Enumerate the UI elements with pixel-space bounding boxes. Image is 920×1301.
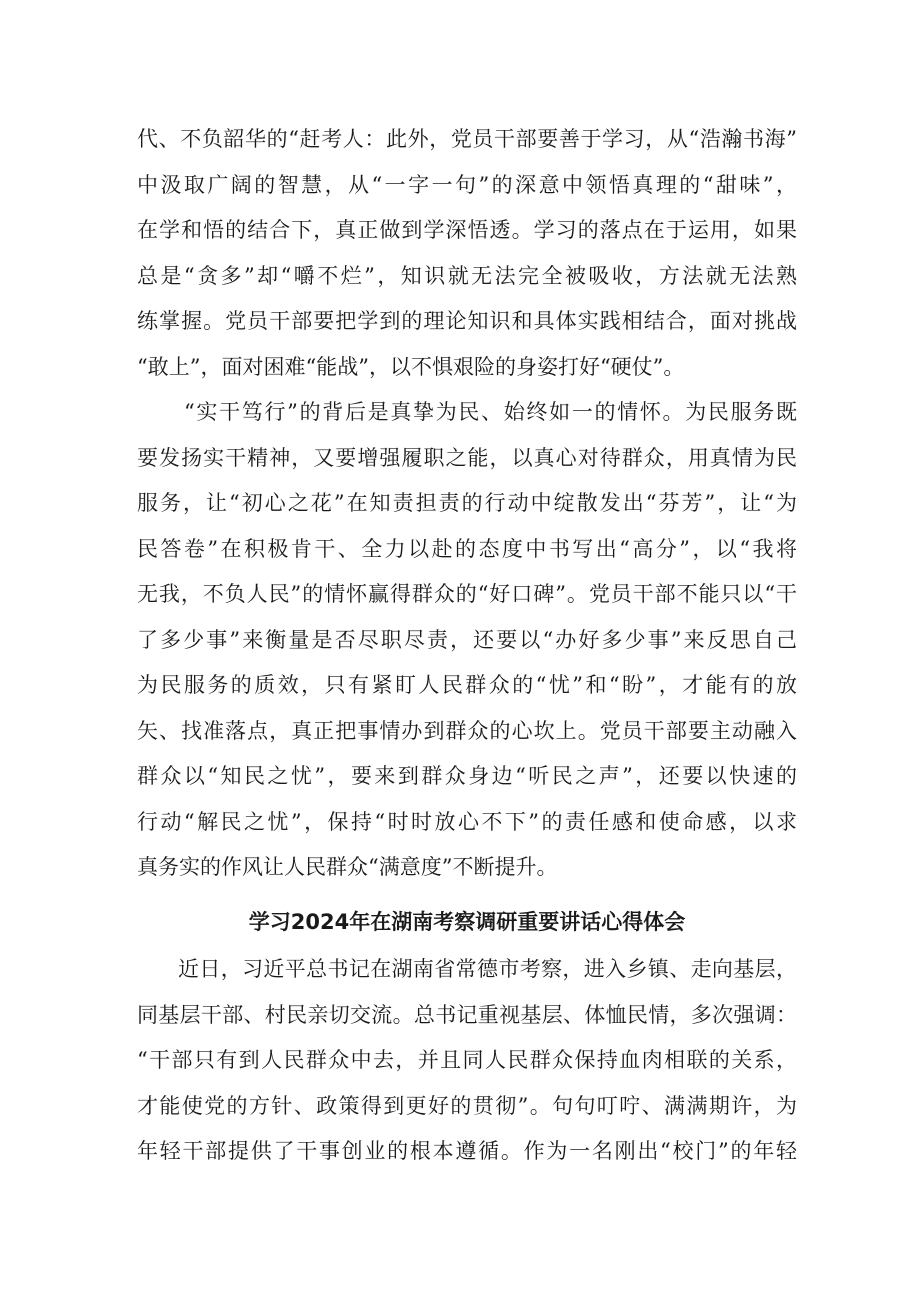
paragraph-line: 真务实的作风让人民群众“满意度”不断提升。 (137, 855, 558, 879)
paragraph-line: “敢上”，面对困难“能战”，以不惧艰险的身姿打好“硬仗”。 (137, 355, 685, 379)
paragraph-line: 同基层干部、村民亲切交流。总书记重视基层、体恤民情，多次强调： (137, 1003, 797, 1027)
paragraph-line: 中汲取广阔的智慧，从“一字一句”的深意中领悟真理的“甜味”， (137, 173, 797, 197)
paragraph-line: 为民服务的质效，只有紧盯人民群众的“忧”和“盼”，才能有的放 (137, 673, 797, 697)
paragraph-line: 练掌握。党员干部要把学到的理论知识和具体实践相结合，面对挑战 (137, 309, 797, 333)
paragraph-line: 行动“解民之忧”，保持“时时放心不下”的责任感和使命感，以求 (137, 810, 797, 834)
paragraph-line: 无我，不负人民”的情怀赢得群众的“好口碑”。党员干部不能只以“干 (137, 582, 797, 606)
paragraph-line: 近日，习近平总书记在湖南省常德市考察，进入乡镇、走向基层， (178, 957, 797, 981)
paragraph-line: 民答卷”在积极肯干、全力以赴的态度中书写出“高分”，以“我将 (137, 537, 797, 561)
paragraph-line: 群众以“知民之忧”，要来到群众身边“听民之声”，还要以快速的 (137, 764, 797, 788)
paragraph-line: 了多少事”来衡量是否尽职尽责，还要以“办好多少事”来反思自己 (137, 628, 797, 652)
paragraph-line: 才能使党的方针、政策得到更好的贯彻”。句句叮咛、满满期许，为 (137, 1094, 797, 1118)
paragraph-line: “干部只有到人民群众中去，并且同人民群众保持血肉相联的关系， (137, 1048, 797, 1072)
paragraph-line: 年轻干部提供了干事创业的根本遵循。作为一名刚出“校门”的年轻 (137, 1139, 797, 1163)
paragraph-line: 在学和悟的结合下，真正做到学深悟透。学习的落点在于运用，如果 (137, 218, 797, 242)
paragraph-line: “实干笃行”的背后是真挚为民、始终如一的情怀。为民服务既 (184, 400, 797, 424)
section-title: 学习2024年在湖南考察调研重要讲话心得体会 (248, 910, 686, 934)
paragraph-line: 代、不负韶华的“赶考人：此外，党员干部要善于学习，从“浩瀚书海” (137, 127, 797, 151)
paragraph-line: 矢、找准落点，真正把事情办到群众的心坎上。党员干部要主动融入 (137, 719, 797, 743)
paragraph-line: 总是“贪多”却“嚼不烂”，知识就无法完全被吸收，方法就无法熟 (137, 264, 797, 288)
paragraph-line: 服务，让“初心之花”在知责担责的行动中绽散发出“芬芳”，让“为 (137, 491, 797, 515)
paragraph-line: 要发扬实干精神，又要增强履职之能，以真心对待群众，用真情为民 (137, 446, 797, 470)
